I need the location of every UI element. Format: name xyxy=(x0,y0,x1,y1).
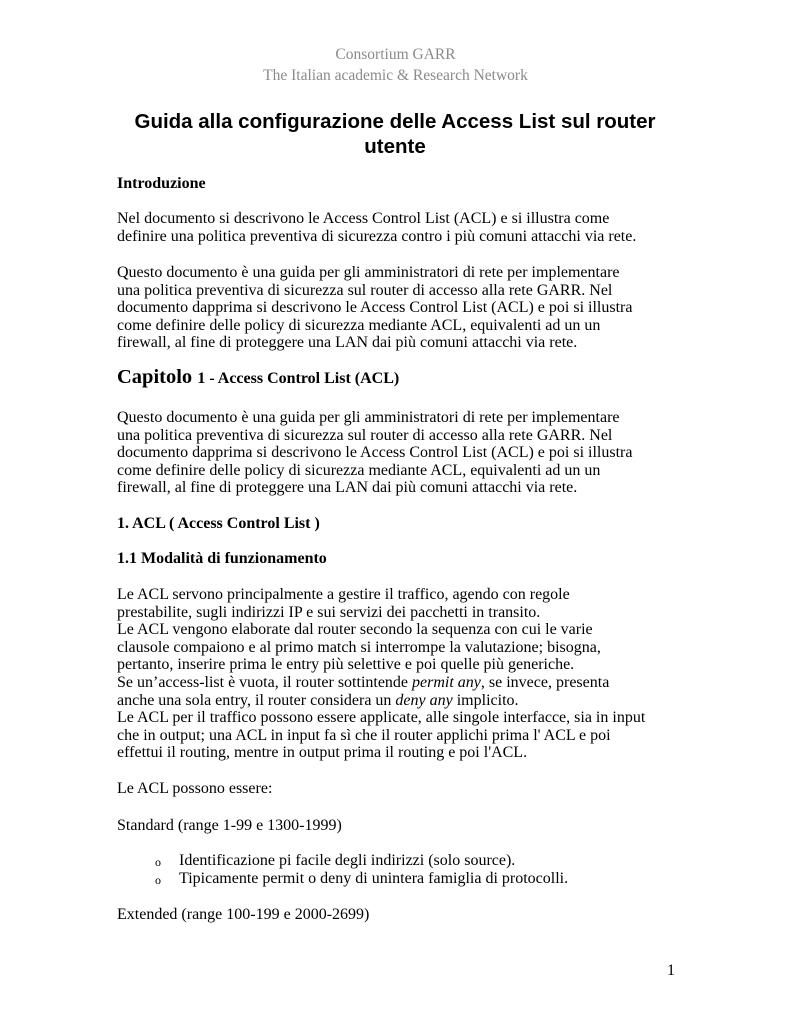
page-header xyxy=(0,44,791,86)
text-line: clausole compaiono e al primo match si interrompe la valutazione; bisogna, xyxy=(117,638,601,656)
text-line: documento dapprima si descrivono le Access Control List (ACL) e poi si illustra xyxy=(117,444,633,462)
text-line: Questo documento è una guida per gli amministratori di rete per implementare xyxy=(117,264,620,281)
text-line: che in output; una ACL in input fa sì che il router applichi prima l' ACL e poi xyxy=(117,726,611,744)
standard-range: Standard (range 1-99 e 1300-1999) xyxy=(117,817,342,834)
text-segment: implicito. xyxy=(452,691,519,709)
list-item xyxy=(155,852,675,870)
text-line: una politica preventiva di sicurezza sul router di accesso alla rete GARR. Nel xyxy=(117,281,613,299)
extended-range: Extended (range 100-199 e 2000-2699) xyxy=(117,906,370,923)
text-line: Questo documento è una guida per gli amministratori di rete per implementare xyxy=(117,409,620,426)
text-segment: Se un’access-list è vuota, il router sottintende xyxy=(117,673,413,691)
list-item xyxy=(155,870,675,888)
bullet-text: Tipicamente permit o deny di unintera famiglia di protocolli. xyxy=(179,870,569,887)
bullet-icon: o xyxy=(155,873,161,887)
text-line: Le ACL servono principalmente a gestire il traffico, agendo con regole xyxy=(117,586,570,603)
document-title xyxy=(100,109,690,159)
text-line: pertanto, inserire prima le entry più selettive e poi quelle più generiche. xyxy=(117,656,575,674)
header-subtitle: The Italian academic & Research Network xyxy=(263,67,528,84)
text-line: Le ACL vengono elaborate dal router secondo la sequenza con cui le varie xyxy=(117,621,593,639)
intro-paragraph-2 xyxy=(117,264,682,352)
section-1-1-paragraph xyxy=(117,586,682,762)
page-number: 1 xyxy=(667,962,675,979)
header-organization: Consortium GARR xyxy=(335,46,456,63)
text-line: firewall, al fine di proteggere una LAN dai più comuni attacchi via rete. xyxy=(117,334,578,352)
text-line: definire una politica preventiva di sicurezza contro i più comuni attacchi via rete. xyxy=(117,227,637,245)
emphasis-text: deny any xyxy=(395,691,453,709)
chapter-title: 1 - Access Control List (ACL) xyxy=(197,370,400,387)
bullet-text: Identificazione pi facile degli indirizzi (solo source). xyxy=(179,852,516,869)
title-line-1: Guida alla configurazione delle Access List sul router xyxy=(134,110,656,133)
intro-heading: Introduzione xyxy=(117,175,206,192)
intro-paragraph-1 xyxy=(117,210,682,245)
section-1-1-heading: 1.1 Modalità di funzionamento xyxy=(117,550,327,567)
text-line: come definire delle policy di sicurezza mediante ACL, equivalenti ad un un xyxy=(117,461,601,479)
title-line-2: utente xyxy=(364,135,426,158)
chapter-label: Capitolo xyxy=(117,366,193,388)
text-line: Nel documento si descrivono le Access Control List (ACL) e si illustra come xyxy=(117,210,610,227)
text-line: firewall, al fine di proteggere una LAN dai più comuni attacchi via rete. xyxy=(117,479,578,497)
chapter-1-heading xyxy=(117,366,682,388)
text-line: effettui il routing, mentre in output prima il routing e poi l'ACL. xyxy=(117,744,528,762)
text-line: come definire delle policy di sicurezza mediante ACL, equivalenti ad un un xyxy=(117,316,601,334)
emphasis-text: permit any xyxy=(412,673,481,691)
text-line: documento dapprima si descrivono le Access Control List (ACL) e poi si illustra xyxy=(117,299,633,317)
section-1-heading: 1. ACL ( Access Control List ) xyxy=(117,515,320,532)
text-segment: , se invece, presenta xyxy=(480,673,610,691)
chapter-1-paragraph xyxy=(117,409,682,497)
acl-types-intro: Le ACL possono essere: xyxy=(117,780,273,797)
text-segment: anche una sola entry, il router considera un xyxy=(117,691,396,709)
text-line: prestabilite, sugli indirizzi IP e sui servizi dei pacchetti in transito. xyxy=(117,603,541,621)
text-line xyxy=(117,674,682,692)
bullet-icon: o xyxy=(155,855,161,869)
text-line xyxy=(117,692,682,710)
standard-bullet-list xyxy=(155,852,675,888)
text-line: una politica preventiva di sicurezza sul router di accesso alla rete GARR. Nel xyxy=(117,426,613,444)
text-line: Le ACL per il traffico possono essere applicate, alle singole interfacce, sia in input xyxy=(117,709,646,727)
